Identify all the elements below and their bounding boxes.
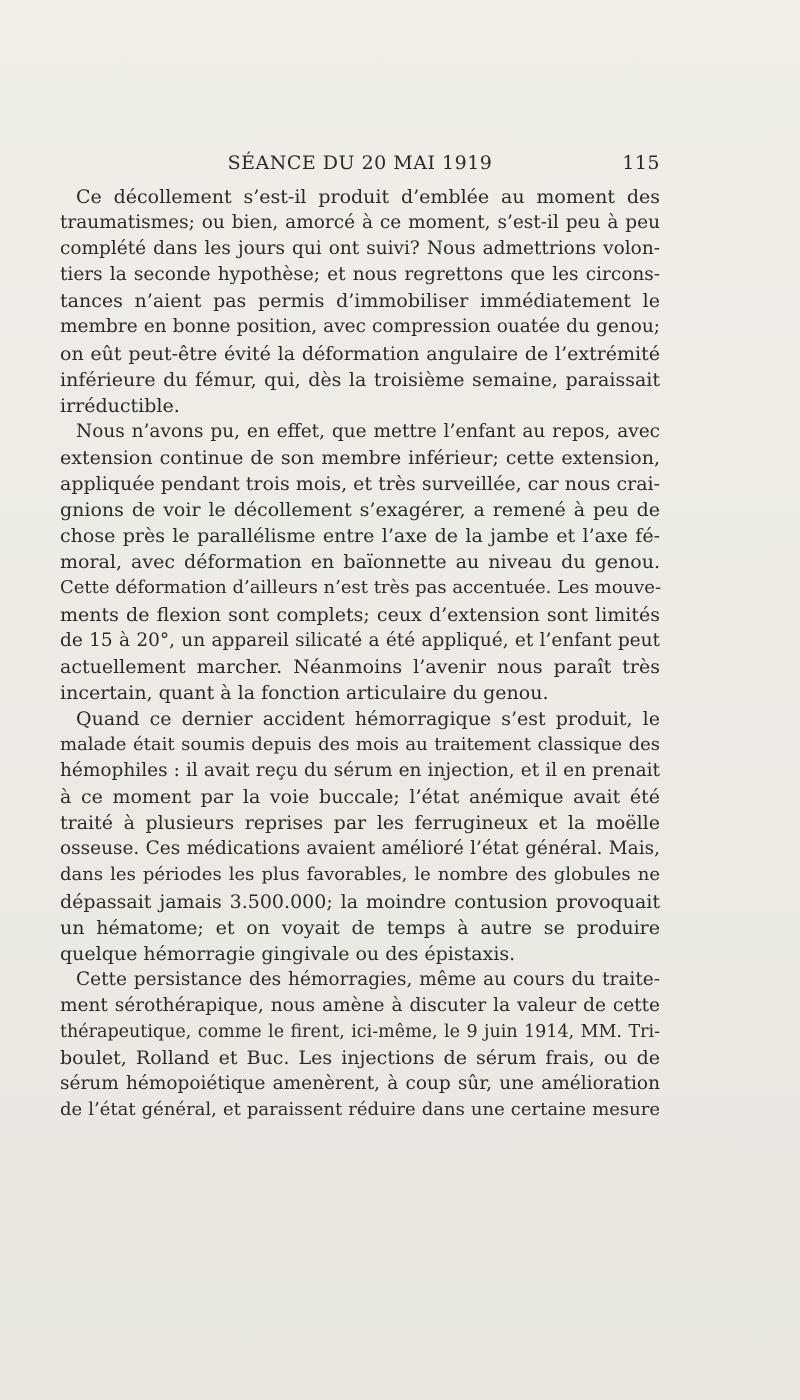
- text-line: extension continue de son membre inférieur; cette extension,: [60, 446, 660, 469]
- paragraph: [60, 419, 660, 706]
- text-line: moral, avec déformation en baïonnette au niveau du genou.: [60, 551, 660, 574]
- text-line: Cette persistance des hémorragies, même au cours du traite-: [76, 968, 660, 990]
- paragraph: [60, 184, 660, 419]
- text-line: complété dans les jours qui ont suivi? Nous admettrions volon-: [60, 238, 660, 260]
- running-head-title: SÉANCE DU 20 MAI 1919: [227, 152, 493, 174]
- text-line: boulet, Rolland et Buc. Les injections de sérum frais, ou de: [60, 1047, 660, 1070]
- text-line: ments de flexion sont complets; ceux d’extension sont limités: [60, 603, 660, 626]
- text-line: sérum hémopoiétique amenèrent, à coup sûr, une amélioration: [60, 1073, 660, 1095]
- running-head: [60, 152, 660, 180]
- text-line: de l’état général, et paraissent réduire dans une certaine mesure: [60, 1099, 660, 1121]
- text-line: dans les périodes les plus favorables, le nombre des globules ne: [60, 864, 660, 886]
- text-line: Ce décollement s’est-il produit d’emblée au moment des: [76, 186, 660, 208]
- text-line: ment sérothérapique, nous amène à discuter la valeur de cette: [60, 994, 660, 1016]
- body-text: [60, 184, 660, 1123]
- paragraph: [60, 706, 660, 967]
- text-line: gnions de voir le décollement s’exagérer, a remené à peu de: [60, 499, 660, 522]
- text-line: Quand ce dernier accident hémorragique s’est produit, le: [76, 707, 660, 730]
- text-line: on eût peut-être évité la déformation angulaire de l’extrémité: [60, 342, 660, 365]
- text-line: chose près le parallélisme entre l’axe de la jambe et l’axe fé-: [60, 525, 660, 548]
- paragraph: [60, 967, 660, 1124]
- text-line: traité à plusieurs reprises par les ferrugineux et la moëlle: [60, 812, 660, 835]
- text-line: Cette déformation d’ailleurs n’est très pas accentuée. Les mouve-: [60, 577, 662, 599]
- text-line: tiers la seconde hypothèse; et nous regrettons que les circons-: [60, 264, 660, 286]
- text-line: tances n’aient pas permis d’immobiliser immédiatement le: [60, 290, 660, 313]
- text-line: à ce moment par la voie buccale; l’état anémique avait été: [60, 786, 660, 809]
- text-line: thérapeutique, comme le firent, ici-même, le 9 juin 1914, MM. Tri-: [60, 1022, 660, 1042]
- text-line: de 15 à 20°, un appareil silicaté a été appliqué, et l’enfant peut: [60, 629, 660, 651]
- text-line: actuellement marcher. Néanmoins l’avenir nous paraît très: [60, 655, 660, 678]
- text-line: dépassait jamais 3.500.000; la moindre contusion provoquait: [60, 890, 660, 913]
- text-line: inférieure du fémur, qui, dès la troisième semaine, paraissait: [60, 368, 660, 391]
- text-line: Nous n’avons pu, en effet, que mettre l’enfant au repos, avec: [76, 420, 660, 442]
- text-line: osseuse. Ces médications avaient amélioré l’état général. Mais,: [60, 838, 660, 860]
- text-line: quelque hémorragie gingivale ou des épistaxis.: [60, 942, 516, 965]
- text-line: appliquée pendant trois mois, et très surveillée, car nous crai-: [60, 473, 661, 496]
- text-line: incertain, quant à la fonction articulaire du genou.: [60, 681, 549, 704]
- text-line: un hématome; et on voyait de temps à autre se produire: [60, 916, 660, 939]
- text-line: irréductible.: [60, 394, 180, 417]
- text-line: membre en bonne position, avec compression ouatée du genou;: [60, 316, 660, 338]
- page-number: 115: [622, 152, 660, 174]
- text-line: traumatismes; ou bien, amorcé à ce moment, s’est-il peu à peu: [60, 212, 660, 234]
- text-line: malade était soumis depuis des mois au traitement classique des: [60, 733, 660, 755]
- text-line: hémophiles : il avait reçu du sérum en injection, et il en prenait: [60, 760, 660, 782]
